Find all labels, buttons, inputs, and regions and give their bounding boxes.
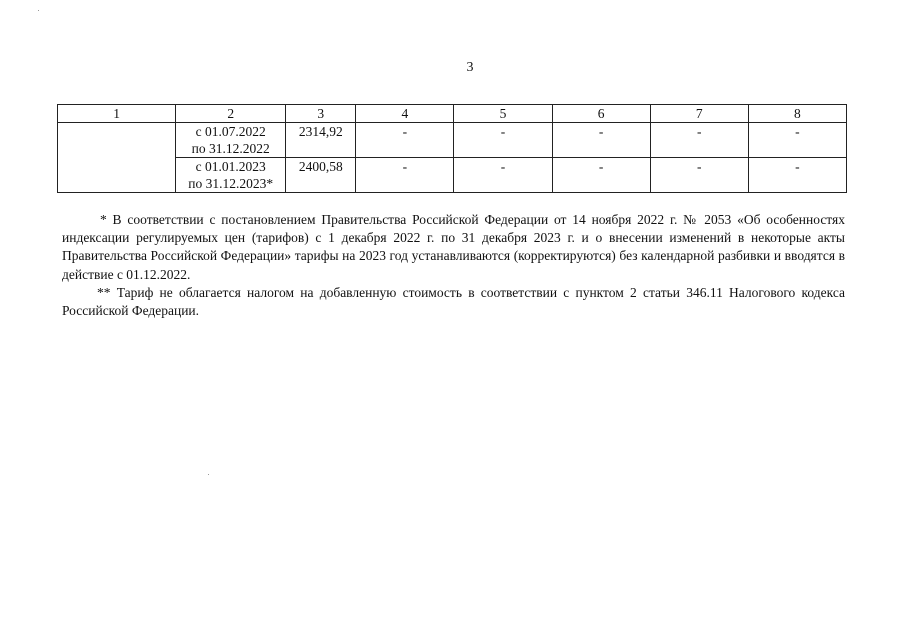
period-to: по 31.12.2022 (191, 141, 270, 156)
tariff-table (57, 104, 847, 193)
scan-speck (38, 10, 39, 11)
column-header-8: 8 (748, 105, 846, 123)
value-cell-4: - (356, 158, 454, 193)
column-header-4: 4 (356, 105, 454, 123)
table-header-row (58, 105, 847, 123)
value-cell-5: - (454, 158, 552, 193)
table-row (58, 158, 847, 193)
value-cell-6: - (552, 123, 650, 158)
period-cell (176, 158, 286, 193)
footnotes (62, 211, 845, 320)
footnote-second: ** Тариф не облагается налогом на добавленную стоимость в соответствии с пунктом 2 статьи 346.11 Налогового кодекса Российской Федерации. (62, 284, 845, 319)
table-row (58, 123, 847, 158)
value-cell-7: - (650, 158, 748, 193)
scan-speck (208, 474, 209, 475)
period-from: с 01.01.2023 (195, 159, 266, 174)
value-cell-7: - (650, 123, 748, 158)
merged-cell-col1 (58, 123, 176, 193)
value-cell-4: - (356, 123, 454, 158)
footnote-first: * В соответствии с постановлением Правительства Российской Федерации от 14 ноября 2022 г. № 2053 «Об особенностях индексации регулируемых цен (тарифов) с 1 декабря 2022 г. по 31 декабря 2023 г. и о внесении изменений в некоторые акты Правительства Российской Федерации» тарифы на 2023 год устанавливаются (корректируются) без календарной разбивки и вводятся в действие с 01.12.2022. (62, 212, 845, 282)
value-cell-8: - (748, 158, 846, 193)
column-header-1: 1 (58, 105, 176, 123)
column-header-2: 2 (176, 105, 286, 123)
page-number: 3 (466, 60, 474, 75)
column-header-3: 3 (286, 105, 356, 123)
price-cell: 2400,58 (286, 158, 356, 193)
column-header-6: 6 (552, 105, 650, 123)
period-cell (176, 123, 286, 158)
period-to: по 31.12.2023* (188, 176, 274, 191)
price-cell: 2314,92 (286, 123, 356, 158)
column-header-7: 7 (650, 105, 748, 123)
column-header-5: 5 (454, 105, 552, 123)
value-cell-5: - (454, 123, 552, 158)
period-from: с 01.07.2022 (195, 124, 266, 139)
value-cell-8: - (748, 123, 846, 158)
value-cell-6: - (552, 158, 650, 193)
